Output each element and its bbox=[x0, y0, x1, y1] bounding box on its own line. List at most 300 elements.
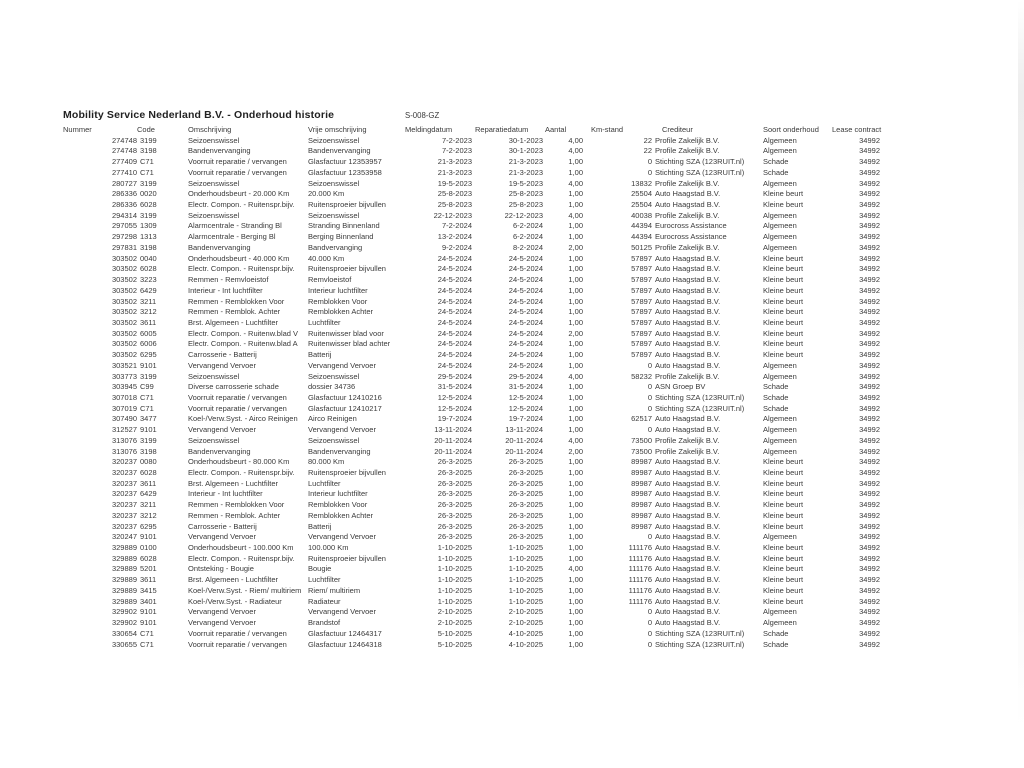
cell-nummer: 303502 bbox=[111, 296, 137, 306]
cell-lease-contract: 34992 bbox=[859, 307, 880, 317]
cell-code: 3477 bbox=[140, 414, 157, 424]
cell-crediteur: Auto Haagstad B.V. bbox=[655, 500, 721, 510]
cell-meldingdatum: 1-10-2025 bbox=[437, 585, 472, 595]
cell-nummer: 297831 bbox=[111, 242, 137, 252]
cell-meldingdatum: 26-3-2025 bbox=[437, 532, 472, 542]
cell-km-stand: 89987 bbox=[631, 489, 652, 499]
cell-km-stand: 89987 bbox=[631, 457, 652, 467]
cell-omschrijving: Voorruit reparatie / vervangen bbox=[188, 167, 287, 177]
table-row bbox=[63, 275, 943, 286]
cell-nummer: 274748 bbox=[111, 146, 137, 156]
cell-code: C71 bbox=[140, 639, 154, 649]
cell-code: 6028 bbox=[140, 264, 157, 274]
cell-reparatiedatum: 6-2-2024 bbox=[512, 221, 543, 231]
table-row bbox=[63, 447, 943, 458]
cell-lease-contract: 34992 bbox=[859, 167, 880, 177]
cell-omschrijving: Vervangend Vervoer bbox=[188, 618, 256, 628]
cell-omschrijving: Alarmcentrale - Berging Bl bbox=[188, 232, 276, 242]
cell-nummer: 307018 bbox=[111, 392, 137, 402]
cell-km-stand: 89987 bbox=[631, 500, 652, 510]
cell-reparatiedatum: 24-5-2024 bbox=[508, 264, 543, 274]
cell-omschrijving: Brst. Algemeen - Luchtfilter bbox=[188, 478, 279, 488]
table-row bbox=[63, 168, 943, 179]
cell-soort-onderhoud: Kleine beurt bbox=[763, 307, 804, 317]
cell-crediteur: Profile Zakelijk B.V. bbox=[655, 210, 720, 220]
cell-reparatiedatum: 24-5-2024 bbox=[508, 360, 543, 370]
cell-soort-onderhoud: Kleine beurt bbox=[763, 500, 804, 510]
cell-omschrijving: Carrosserie - Batterij bbox=[188, 521, 257, 531]
table-row bbox=[63, 511, 943, 522]
cell-reparatiedatum: 25-8-2023 bbox=[508, 200, 543, 210]
table-row bbox=[63, 329, 943, 340]
cell-crediteur: Profile Zakelijk B.V. bbox=[655, 371, 720, 381]
cell-vrije-omschrijving: 20.000 Km bbox=[308, 189, 345, 199]
table-row bbox=[63, 607, 943, 618]
cell-reparatiedatum: 26-3-2025 bbox=[508, 532, 543, 542]
table-row bbox=[63, 597, 943, 608]
cell-km-stand: 57897 bbox=[631, 339, 652, 349]
cell-meldingdatum: 24-5-2024 bbox=[437, 360, 472, 370]
cell-meldingdatum: 19-5-2023 bbox=[437, 178, 472, 188]
cell-lease-contract: 34992 bbox=[859, 382, 880, 392]
cell-lease-contract: 34992 bbox=[859, 135, 880, 145]
cell-km-stand: 89987 bbox=[631, 510, 652, 520]
cell-nummer: 303502 bbox=[111, 264, 137, 274]
cell-code: 6295 bbox=[140, 350, 157, 360]
column-header-lease-contract: Lease contract bbox=[832, 125, 882, 134]
table-row bbox=[63, 629, 943, 640]
cell-soort-onderhoud: Kleine beurt bbox=[763, 489, 804, 499]
cell-meldingdatum: 1-10-2025 bbox=[437, 596, 472, 606]
cell-aantal: 1,00 bbox=[568, 639, 583, 649]
cell-meldingdatum: 31-5-2024 bbox=[437, 382, 472, 392]
cell-aantal: 1,00 bbox=[568, 200, 583, 210]
table-row bbox=[63, 179, 943, 190]
cell-lease-contract: 34992 bbox=[859, 543, 880, 553]
cell-nummer: 303773 bbox=[111, 371, 137, 381]
cell-soort-onderhoud: Schade bbox=[763, 382, 789, 392]
cell-aantal: 1,00 bbox=[568, 553, 583, 563]
table-row bbox=[63, 286, 943, 297]
cell-vrije-omschrijving: Batterij bbox=[308, 350, 332, 360]
cell-vrije-omschrijving: Seizoenswissel bbox=[308, 371, 360, 381]
column-header-code: Code bbox=[137, 125, 155, 134]
cell-code: C71 bbox=[140, 628, 154, 638]
cell-km-stand: 0 bbox=[647, 425, 652, 435]
cell-aantal: 4,00 bbox=[568, 564, 583, 574]
cell-code: 3211 bbox=[140, 296, 157, 306]
column-header-meldingdatum: Meldingdatum bbox=[405, 125, 453, 134]
cell-lease-contract: 34992 bbox=[859, 446, 880, 456]
cell-nummer: 313076 bbox=[111, 435, 137, 445]
cell-crediteur: Auto Haagstad B.V. bbox=[655, 414, 721, 424]
cell-omschrijving: Remmen - Remblokken Voor bbox=[188, 296, 285, 306]
cell-nummer: 286336 bbox=[111, 189, 137, 199]
cell-reparatiedatum: 21-3-2023 bbox=[508, 157, 543, 167]
cell-vrije-omschrijving: Remblokken Achter bbox=[308, 307, 374, 317]
cell-km-stand: 0 bbox=[647, 628, 652, 638]
table-row bbox=[63, 532, 943, 543]
cell-vrije-omschrijving: Luchtfilter bbox=[308, 478, 341, 488]
cell-omschrijving: Carrosserie - Batterij bbox=[188, 350, 257, 360]
cell-meldingdatum: 24-5-2024 bbox=[437, 328, 472, 338]
cell-crediteur: Auto Haagstad B.V. bbox=[655, 307, 721, 317]
cell-vrije-omschrijving: Vervangend Vervoer bbox=[308, 607, 376, 617]
cell-soort-onderhoud: Algemeen bbox=[763, 425, 797, 435]
cell-aantal: 1,00 bbox=[568, 232, 583, 242]
cell-soort-onderhoud: Kleine beurt bbox=[763, 468, 804, 477]
cell-lease-contract: 34992 bbox=[859, 564, 880, 574]
table-row bbox=[63, 522, 943, 533]
cell-crediteur: Stichting SZA (123RUIT.nl) bbox=[655, 392, 745, 402]
cell-km-stand: 44394 bbox=[631, 221, 652, 231]
cell-reparatiedatum: 4-10-2025 bbox=[508, 628, 543, 638]
report-code: S-008-GZ bbox=[405, 111, 440, 120]
cell-reparatiedatum: 19-5-2023 bbox=[508, 178, 543, 188]
cell-omschrijving: Brst. Algemeen - Luchtfilter bbox=[188, 317, 279, 327]
cell-soort-onderhoud: Algemeen bbox=[763, 232, 797, 242]
cell-omschrijving: Diverse carrosserie schade bbox=[188, 382, 279, 392]
cell-vrije-omschrijving: Riem/ multiriem bbox=[308, 585, 361, 595]
cell-meldingdatum: 1-10-2025 bbox=[437, 543, 472, 553]
cell-crediteur: Auto Haagstad B.V. bbox=[655, 510, 721, 520]
cell-meldingdatum: 26-3-2025 bbox=[437, 500, 472, 510]
cell-aantal: 1,00 bbox=[568, 510, 583, 520]
cell-meldingdatum: 25-8-2023 bbox=[437, 189, 472, 199]
cell-aantal: 1,00 bbox=[568, 296, 583, 306]
cell-nummer: 307490 bbox=[111, 414, 137, 424]
table-row bbox=[63, 243, 943, 254]
cell-aantal: 1,00 bbox=[568, 596, 583, 606]
cell-lease-contract: 34992 bbox=[859, 275, 880, 285]
cell-vrije-omschrijving: Interieur luchtfilter bbox=[308, 285, 368, 295]
cell-aantal: 4,00 bbox=[568, 210, 583, 220]
cell-soort-onderhoud: Kleine beurt bbox=[763, 553, 804, 563]
cell-vrije-omschrijving: Vervangend Vervoer bbox=[308, 360, 376, 370]
cell-code: 0100 bbox=[140, 543, 157, 553]
cell-crediteur: Auto Haagstad B.V. bbox=[655, 618, 721, 628]
cell-nummer: 320237 bbox=[111, 478, 137, 488]
cell-km-stand: 0 bbox=[647, 403, 652, 413]
cell-vrije-omschrijving: Interieur luchtfilter bbox=[308, 489, 368, 499]
cell-aantal: 1,00 bbox=[568, 468, 583, 477]
cell-lease-contract: 34992 bbox=[859, 468, 880, 477]
cell-aantal: 1,00 bbox=[568, 253, 583, 263]
cell-reparatiedatum: 4-10-2025 bbox=[508, 639, 543, 649]
cell-crediteur: Profile Zakelijk B.V. bbox=[655, 446, 720, 456]
cell-vrije-omschrijving: Ruitenwisser blad achter bbox=[308, 339, 391, 349]
cell-lease-contract: 34992 bbox=[859, 414, 880, 424]
cell-nummer: 329889 bbox=[111, 553, 137, 563]
cell-omschrijving: Onderhoudsbeurt - 100.000 Km bbox=[188, 543, 294, 553]
cell-omschrijving: Electr. Compon. - Ruitenspr.bijv. bbox=[188, 264, 295, 274]
cell-soort-onderhoud: Kleine beurt bbox=[763, 317, 804, 327]
cell-reparatiedatum: 26-3-2025 bbox=[508, 457, 543, 467]
cell-aantal: 1,00 bbox=[568, 307, 583, 317]
cell-meldingdatum: 26-3-2025 bbox=[437, 521, 472, 531]
cell-meldingdatum: 25-8-2023 bbox=[437, 200, 472, 210]
cell-soort-onderhoud: Kleine beurt bbox=[763, 478, 804, 488]
cell-code: 3223 bbox=[140, 275, 157, 285]
cell-code: 9101 bbox=[140, 360, 157, 370]
cell-code: 3212 bbox=[140, 307, 157, 317]
cell-crediteur: Auto Haagstad B.V. bbox=[655, 339, 721, 349]
cell-km-stand: 0 bbox=[647, 360, 652, 370]
cell-km-stand: 22 bbox=[643, 135, 652, 145]
cell-reparatiedatum: 1-10-2025 bbox=[508, 543, 543, 553]
cell-omschrijving: Ontsteking - Bougie bbox=[188, 564, 254, 574]
cell-vrije-omschrijving: Stranding Binnenland bbox=[308, 221, 380, 231]
cell-vrije-omschrijving: Ruitensproeier bijvullen bbox=[308, 468, 386, 477]
cell-lease-contract: 34992 bbox=[859, 146, 880, 156]
cell-code: C71 bbox=[140, 403, 154, 413]
cell-lease-contract: 34992 bbox=[859, 607, 880, 617]
cell-omschrijving: Voorruit reparatie / vervangen bbox=[188, 639, 287, 649]
table-row bbox=[63, 393, 943, 404]
cell-nummer: 303502 bbox=[111, 328, 137, 338]
cell-lease-contract: 34992 bbox=[859, 521, 880, 531]
cell-reparatiedatum: 6-2-2024 bbox=[512, 232, 543, 242]
table-row bbox=[63, 554, 943, 565]
cell-soort-onderhoud: Schade bbox=[763, 628, 789, 638]
cell-code: 5201 bbox=[140, 564, 157, 574]
cell-meldingdatum: 13-2-2024 bbox=[437, 232, 472, 242]
cell-reparatiedatum: 24-5-2024 bbox=[508, 253, 543, 263]
column-header-km-stand: Km-stand bbox=[591, 125, 624, 134]
cell-code: 0020 bbox=[140, 189, 157, 199]
cell-soort-onderhoud: Kleine beurt bbox=[763, 521, 804, 531]
cell-lease-contract: 34992 bbox=[859, 296, 880, 306]
table-row bbox=[63, 136, 943, 147]
cell-code: 6028 bbox=[140, 200, 157, 210]
cell-soort-onderhoud: Schade bbox=[763, 167, 789, 177]
cell-soort-onderhoud: Algemeen bbox=[763, 435, 797, 445]
cell-reparatiedatum: 8-2-2024 bbox=[512, 242, 543, 252]
cell-crediteur: Auto Haagstad B.V. bbox=[655, 189, 721, 199]
cell-crediteur: Auto Haagstad B.V. bbox=[655, 607, 721, 617]
cell-reparatiedatum: 26-3-2025 bbox=[508, 489, 543, 499]
cell-code: 3611 bbox=[140, 575, 157, 585]
cell-lease-contract: 34992 bbox=[859, 392, 880, 402]
cell-km-stand: 25504 bbox=[631, 189, 652, 199]
cell-lease-contract: 34992 bbox=[859, 232, 880, 242]
cell-aantal: 1,00 bbox=[568, 585, 583, 595]
cell-soort-onderhoud: Schade bbox=[763, 392, 789, 402]
cell-meldingdatum: 26-3-2025 bbox=[437, 489, 472, 499]
column-header-crediteur: Crediteur bbox=[662, 125, 693, 134]
table-row bbox=[63, 414, 943, 425]
cell-meldingdatum: 2-10-2025 bbox=[437, 618, 472, 628]
cell-omschrijving: Vervangend Vervoer bbox=[188, 425, 256, 435]
cell-nummer: 297298 bbox=[111, 232, 137, 242]
cell-meldingdatum: 24-5-2024 bbox=[437, 275, 472, 285]
cell-meldingdatum: 1-10-2025 bbox=[437, 564, 472, 574]
cell-reparatiedatum: 19-7-2024 bbox=[508, 414, 543, 424]
cell-omschrijving: Koel-/Verw.Syst. - Airco Reinigen bbox=[188, 414, 298, 424]
cell-aantal: 1,00 bbox=[568, 189, 583, 199]
cell-lease-contract: 34992 bbox=[859, 189, 880, 199]
cell-aantal: 1,00 bbox=[568, 521, 583, 531]
cell-km-stand: 111176 bbox=[628, 543, 652, 553]
cell-soort-onderhoud: Algemeen bbox=[763, 242, 797, 252]
cell-crediteur: Auto Haagstad B.V. bbox=[655, 200, 721, 210]
cell-lease-contract: 34992 bbox=[859, 500, 880, 510]
cell-meldingdatum: 12-5-2024 bbox=[437, 392, 472, 402]
cell-lease-contract: 34992 bbox=[859, 157, 880, 167]
cell-crediteur: Auto Haagstad B.V. bbox=[655, 328, 721, 338]
cell-nummer: 303521 bbox=[111, 360, 137, 370]
cell-crediteur: Stichting SZA (123RUIT.nl) bbox=[655, 639, 745, 649]
table-row bbox=[63, 264, 943, 275]
cell-km-stand: 111176 bbox=[628, 585, 652, 595]
cell-reparatiedatum: 24-5-2024 bbox=[508, 275, 543, 285]
table-row bbox=[63, 307, 943, 318]
cell-reparatiedatum: 24-5-2024 bbox=[508, 339, 543, 349]
cell-code: 6028 bbox=[140, 468, 157, 477]
cell-omschrijving: Voorruit reparatie / vervangen bbox=[188, 628, 287, 638]
cell-km-stand: 58232 bbox=[631, 371, 652, 381]
cell-vrije-omschrijving: Airco Reinigen bbox=[308, 414, 357, 424]
cell-soort-onderhoud: Kleine beurt bbox=[763, 575, 804, 585]
cell-km-stand: 57897 bbox=[631, 307, 652, 317]
cell-code: 6295 bbox=[140, 521, 157, 531]
cell-soort-onderhoud: Kleine beurt bbox=[763, 264, 804, 274]
cell-reparatiedatum: 2-10-2025 bbox=[508, 618, 543, 628]
cell-lease-contract: 34992 bbox=[859, 264, 880, 274]
cell-nummer: 320237 bbox=[111, 468, 137, 477]
cell-code: C71 bbox=[140, 157, 154, 167]
cell-aantal: 1,00 bbox=[568, 382, 583, 392]
cell-km-stand: 57897 bbox=[631, 285, 652, 295]
cell-nummer: 274748 bbox=[111, 135, 137, 145]
column-header-reparatiedatum: Reparatiedatum bbox=[475, 125, 529, 134]
cell-aantal: 1,00 bbox=[568, 607, 583, 617]
cell-reparatiedatum: 1-10-2025 bbox=[508, 564, 543, 574]
cell-vrije-omschrijving: Remblokken Voor bbox=[308, 296, 368, 306]
cell-omschrijving: Electr. Compon. - Ruitenspr.bijv. bbox=[188, 468, 295, 477]
cell-lease-contract: 34992 bbox=[859, 596, 880, 606]
table-row bbox=[63, 189, 943, 200]
cell-code: 6429 bbox=[140, 285, 157, 295]
cell-code: 3611 bbox=[140, 478, 157, 488]
cell-code: 3198 bbox=[140, 242, 157, 252]
cell-nummer: 294314 bbox=[111, 210, 137, 220]
cell-reparatiedatum: 24-5-2024 bbox=[508, 285, 543, 295]
table-row bbox=[63, 382, 943, 393]
cell-aantal: 1,00 bbox=[568, 575, 583, 585]
table-row bbox=[63, 361, 943, 372]
cell-lease-contract: 34992 bbox=[859, 425, 880, 435]
cell-lease-contract: 34992 bbox=[859, 435, 880, 445]
cell-reparatiedatum: 1-10-2025 bbox=[508, 575, 543, 585]
cell-soort-onderhoud: Kleine beurt bbox=[763, 350, 804, 360]
cell-soort-onderhoud: Algemeen bbox=[763, 221, 797, 231]
cell-reparatiedatum: 24-5-2024 bbox=[508, 307, 543, 317]
cell-crediteur: Auto Haagstad B.V. bbox=[655, 296, 721, 306]
cell-soort-onderhoud: Kleine beurt bbox=[763, 328, 804, 338]
cell-lease-contract: 34992 bbox=[859, 350, 880, 360]
cell-vrije-omschrijving: Glasfactuur 12353958 bbox=[308, 167, 382, 177]
cell-crediteur: Auto Haagstad B.V. bbox=[655, 317, 721, 327]
cell-omschrijving: Electr. Compon. - Ruitenspr.bijv. bbox=[188, 200, 295, 210]
cell-omschrijving: Bandenvervanging bbox=[188, 242, 251, 252]
cell-km-stand: 0 bbox=[647, 167, 652, 177]
cell-km-stand: 111176 bbox=[628, 553, 652, 563]
cell-reparatiedatum: 12-5-2024 bbox=[508, 392, 543, 402]
table-row bbox=[63, 575, 943, 586]
cell-reparatiedatum: 24-5-2024 bbox=[508, 328, 543, 338]
table-body bbox=[63, 136, 943, 651]
cell-nummer: 303502 bbox=[111, 350, 137, 360]
cell-code: 3199 bbox=[140, 135, 157, 145]
cell-lease-contract: 34992 bbox=[859, 285, 880, 295]
cell-meldingdatum: 24-5-2024 bbox=[437, 350, 472, 360]
cell-reparatiedatum: 13-11-2024 bbox=[505, 425, 543, 435]
cell-meldingdatum: 24-5-2024 bbox=[437, 307, 472, 317]
cell-meldingdatum: 7-2-2023 bbox=[441, 146, 472, 156]
cell-code: 3198 bbox=[140, 146, 157, 156]
cell-meldingdatum: 7-2-2023 bbox=[441, 135, 472, 145]
cell-vrije-omschrijving: Glasfactuur 12410217 bbox=[308, 403, 382, 413]
cell-soort-onderhoud: Kleine beurt bbox=[763, 596, 804, 606]
cell-code: 0080 bbox=[140, 457, 157, 467]
cell-aantal: 4,00 bbox=[568, 146, 583, 156]
cell-crediteur: Auto Haagstad B.V. bbox=[655, 564, 721, 574]
cell-lease-contract: 34992 bbox=[859, 628, 880, 638]
cell-crediteur: Profile Zakelijk B.V. bbox=[655, 178, 720, 188]
cell-crediteur: Auto Haagstad B.V. bbox=[655, 521, 721, 531]
cell-soort-onderhoud: Algemeen bbox=[763, 178, 797, 188]
cell-crediteur: ASN Groep BV bbox=[655, 382, 706, 392]
cell-meldingdatum: 26-3-2025 bbox=[437, 468, 472, 477]
cell-km-stand: 57897 bbox=[631, 328, 652, 338]
cell-crediteur: Auto Haagstad B.V. bbox=[655, 478, 721, 488]
cell-lease-contract: 34992 bbox=[859, 575, 880, 585]
cell-omschrijving: Remmen - Remblokken Voor bbox=[188, 500, 285, 510]
cell-soort-onderhoud: Kleine beurt bbox=[763, 189, 804, 199]
cell-km-stand: 25504 bbox=[631, 200, 652, 210]
cell-meldingdatum: 24-5-2024 bbox=[437, 296, 472, 306]
cell-lease-contract: 34992 bbox=[859, 618, 880, 628]
cell-vrije-omschrijving: Ruitensproeier bijvullen bbox=[308, 200, 386, 210]
cell-km-stand: 111176 bbox=[628, 596, 652, 606]
cell-aantal: 1,00 bbox=[568, 221, 583, 231]
cell-aantal: 1,00 bbox=[568, 414, 583, 424]
cell-vrije-omschrijving: Ruitensproeier bijvullen bbox=[308, 264, 386, 274]
cell-lease-contract: 34992 bbox=[859, 553, 880, 563]
table-row bbox=[63, 404, 943, 415]
cell-meldingdatum: 29-5-2024 bbox=[437, 371, 472, 381]
cell-vrije-omschrijving: Ruitensproeier bijvullen bbox=[308, 553, 386, 563]
cell-nummer: 313076 bbox=[111, 446, 137, 456]
cell-omschrijving: Voorruit reparatie / vervangen bbox=[188, 157, 287, 167]
cell-lease-contract: 34992 bbox=[859, 339, 880, 349]
cell-omschrijving: Onderhoudsbeurt - 40.000 Km bbox=[188, 253, 290, 263]
table-header-row bbox=[63, 125, 943, 136]
cell-soort-onderhoud: Algemeen bbox=[763, 607, 797, 617]
cell-soort-onderhoud: Algemeen bbox=[763, 532, 797, 542]
cell-soort-onderhoud: Kleine beurt bbox=[763, 253, 804, 263]
cell-soort-onderhoud: Algemeen bbox=[763, 371, 797, 381]
cell-reparatiedatum: 25-8-2023 bbox=[508, 189, 543, 199]
cell-nummer: 329902 bbox=[111, 618, 137, 628]
cell-vrije-omschrijving: Glasfactuur 12353957 bbox=[308, 157, 382, 167]
cell-meldingdatum: 26-3-2025 bbox=[437, 457, 472, 467]
cell-omschrijving: Interieur - Int luchtfilter bbox=[188, 489, 263, 499]
cell-reparatiedatum: 26-3-2025 bbox=[508, 478, 543, 488]
cell-reparatiedatum: 29-5-2024 bbox=[508, 371, 543, 381]
cell-omschrijving: Voorruit reparatie / vervangen bbox=[188, 392, 287, 402]
